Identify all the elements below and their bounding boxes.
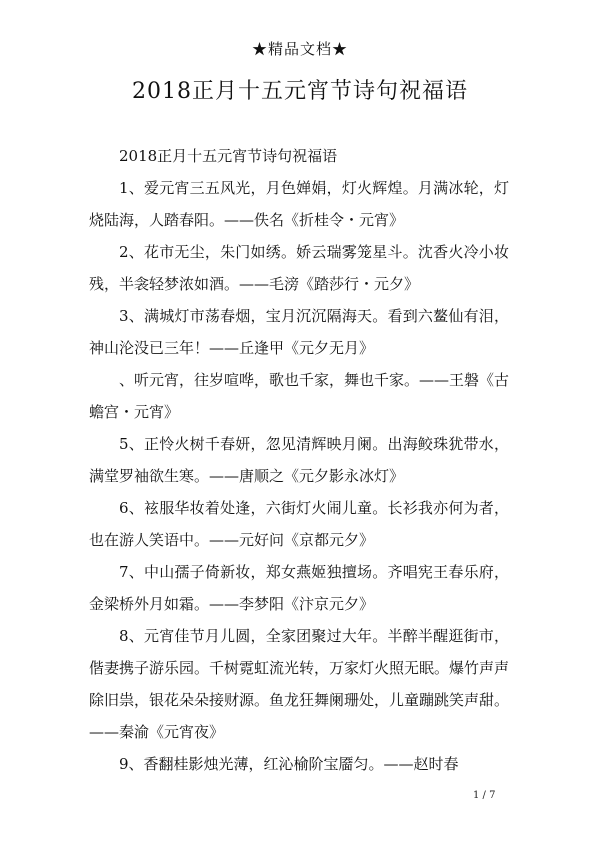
poem-paragraph-6: 6、袨服华妆着处逢，六街灯火闹儿童。长衫我亦何为者，也在游人笑语中。——元好问《京都元夕》 [89, 499, 509, 549]
header-mark: ★精品文档★ [251, 40, 348, 58]
poem-paragraph-4: 、听元宵，往岁喧哗，歌也千家，舞也千家。——王磐《古蟾宫・元宵》 [89, 371, 510, 421]
poem-paragraph-9: 9、香翻桂影烛光薄，红沁榆阶宝靥匀。——赵时春 [119, 755, 459, 773]
poem-paragraph-5: 5、正怜火树千春妍，忽见清辉映月阑。出海鲛珠犹带水，满堂罗袖欲生寒。——唐顺之《元夕影永冰灯》 [89, 435, 509, 485]
poem-paragraph-2: 2、花市无尘，朱门如绣。娇云瑞雾笼星斗。沈香火冷小妆残，半衾轻梦浓如酒。——毛滂《踏莎行・元夕》 [89, 243, 509, 293]
document-subtitle: 2018正月十五元宵节诗句祝福语 [119, 147, 338, 165]
poem-paragraph-1: 1、爱元宵三五风光，月色婵娟，灯火辉煌。月满冰轮，灯烧陆海，人踏春阳。——佚名《折桂令・元宵》 [89, 179, 509, 229]
poem-paragraph-8: 8、元宵佳节月儿圆，全家团聚过大年。半醉半醒逛街市，偕妻携子游乐园。千树霓虹流光转，万家灯火照无眠。爆竹声声除旧祟，银花朵朵接财源。鱼龙狂舞阑珊处，儿童蹦跳笑声甜。——秦渝《元宵夜》 [89, 627, 510, 741]
poem-paragraph-7: 7、中山孺子倚新妆，郑女燕姬独擅场。齐唱宪王春乐府，金梁桥外月如霜。——李梦阳《汴京元夕》 [89, 563, 509, 613]
poem-paragraph-3: 3、满城灯市荡春烟，宝月沉沉隔海天。看到六鳌仙有泪，神山沦没已三年！——丘逢甲《元夕无月》 [89, 307, 509, 357]
page-number: 1 / 7 [473, 790, 496, 801]
document-body [89, 140, 509, 780]
document-title: 2018正月十五元宵节诗句祝福语 [132, 79, 468, 104]
